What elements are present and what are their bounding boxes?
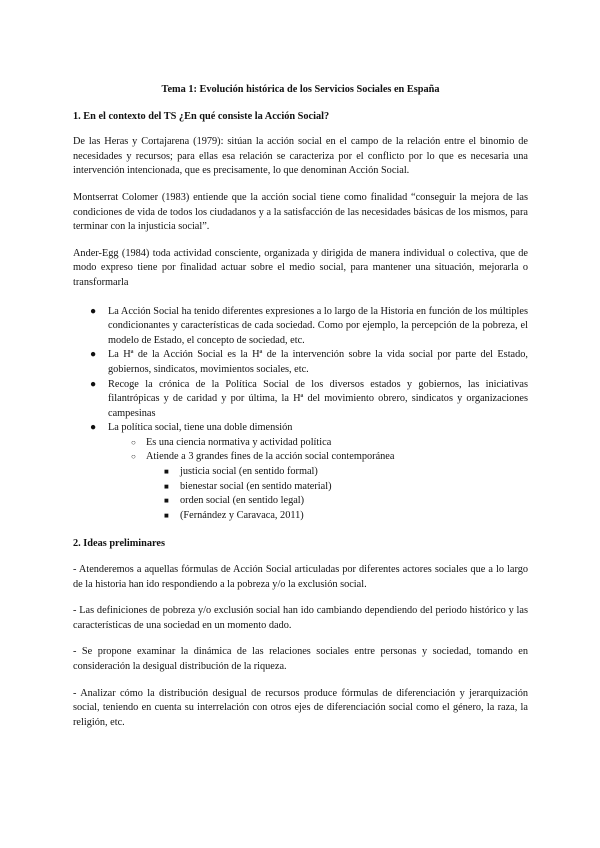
list-item	[73, 378, 528, 422]
bullet-icon: ●	[90, 378, 97, 390]
bullet-list	[73, 305, 528, 524]
circle-bullet-icon: ○	[131, 437, 136, 447]
list-item	[73, 436, 528, 451]
list-item-text: La Hª de la Acción Social es la Hª de la intervención sobre la vida social por parte del Estado, gobiernos, sindicatos, movimientos sociales, etc.	[108, 349, 528, 375]
list-item	[73, 421, 528, 523]
bullet-icon: ●	[90, 422, 97, 434]
list-item-text: justicia social (en sentido formal)	[180, 466, 318, 478]
list-item-text: Atiende a 3 grandes fines de la acción social contemporánea	[146, 451, 395, 463]
square-bullet-icon: ■	[164, 510, 169, 520]
section-1-heading: 1. En el contexto del TS ¿En qué consiste la Acción Social?	[73, 110, 330, 122]
list-item	[73, 305, 528, 349]
list-item	[73, 494, 528, 509]
square-bullet-icon: ■	[164, 467, 169, 477]
list-item	[73, 480, 528, 495]
square-bullet-icon: ■	[164, 496, 169, 506]
paragraph: Ander-Egg (1984) toda actividad consciente, organizada y dirigida de manera individual o colectiva, que de modo expreso tiene por finalidad actuar sobre el medio social, para mantener una situación, mejorarla o transformarla	[73, 247, 528, 288]
list-item-text: (Fernández y Caravaca, 2011)	[180, 509, 304, 521]
list-item-text: Recoge la crónica de la Política Social de los diversos estados y gobiernos, las iniciativas filantrópicas y de caridad y por última, la Hª del movimiento obrero, sindicatos y organizaciones campesinas	[108, 378, 528, 419]
bullet-icon: ●	[90, 349, 97, 361]
list-item	[73, 348, 528, 377]
list-item	[73, 509, 528, 524]
square-bullet-icon: ■	[164, 481, 169, 491]
paragraph: Montserrat Colomer (1983) entiende que la acción social tiene como finalidad “conseguir la mejora de las condiciones de vida de todos los ciudadanos y a la satisfacción de las necesidades básicas de los mismos, para terminar con la injusticia social”.	[73, 191, 528, 233]
sub-sub-bullet-list	[73, 465, 528, 523]
list-item-text: La política social, tiene una doble dimensión	[108, 422, 293, 434]
paragraph: - Atenderemos a aquellas fórmulas de Acción Social articuladas por diferentes actores sociales que a lo largo de la historia han ido respondiendo a la pobreza y/o la exclusión social.	[73, 564, 528, 590]
circle-bullet-icon: ○	[131, 452, 136, 462]
list-item-text: Es una ciencia normativa y actividad política	[146, 436, 332, 448]
document-page	[73, 83, 528, 742]
list-item	[73, 465, 528, 480]
bullet-icon: ●	[90, 305, 97, 317]
section-2-heading: 2. Ideas preliminares	[73, 538, 166, 550]
sub-bullet-list	[73, 436, 528, 524]
paragraph: De las Heras y Cortajarena (1979): sitúan la acción social en el campo de la relación entre el binomio de necesidades y recursos; para ellas esa relación se caracteriza por el conflicto por lo que es necesaria una intervención intencionada, que es precisamente, lo que denominan Acción Social.	[73, 136, 528, 177]
list-item-text: bienestar social (en sentido material)	[180, 480, 332, 492]
paragraph: - Las definiciones de pobreza y/o exclusión social han ido cambiando dependiendo del periodo histórico y las características de una sociedad en un momento dado.	[73, 605, 528, 631]
list-item-text: La Acción Social ha tenido diferentes expresiones a lo largo de la Historia en función de los múltiples condicionantes y características de cada sociedad. Como por ejemplo, la percepción de la pobreza, el modelo de Estado, el concepto de sociedad, etc.	[108, 305, 528, 346]
list-item-text: orden social (en sentido legal)	[180, 495, 305, 507]
document-title: Tema 1: Evolución histórica de los Servicios Sociales en España	[161, 84, 440, 95]
list-item	[73, 450, 528, 523]
paragraph: - Se propone examinar la dinámica de las relaciones sociales entre personas y sociedad, tomando en consideración la desigual distribución de la riqueza.	[73, 646, 528, 672]
paragraph: - Analizar cómo la distribución desigual de recursos produce fórmulas de diferenciación y jerarquización social, teniendo en cuenta su interrelación con otros ejes de diferenciación social como el género, la raza, la religión, etc.	[73, 687, 528, 728]
